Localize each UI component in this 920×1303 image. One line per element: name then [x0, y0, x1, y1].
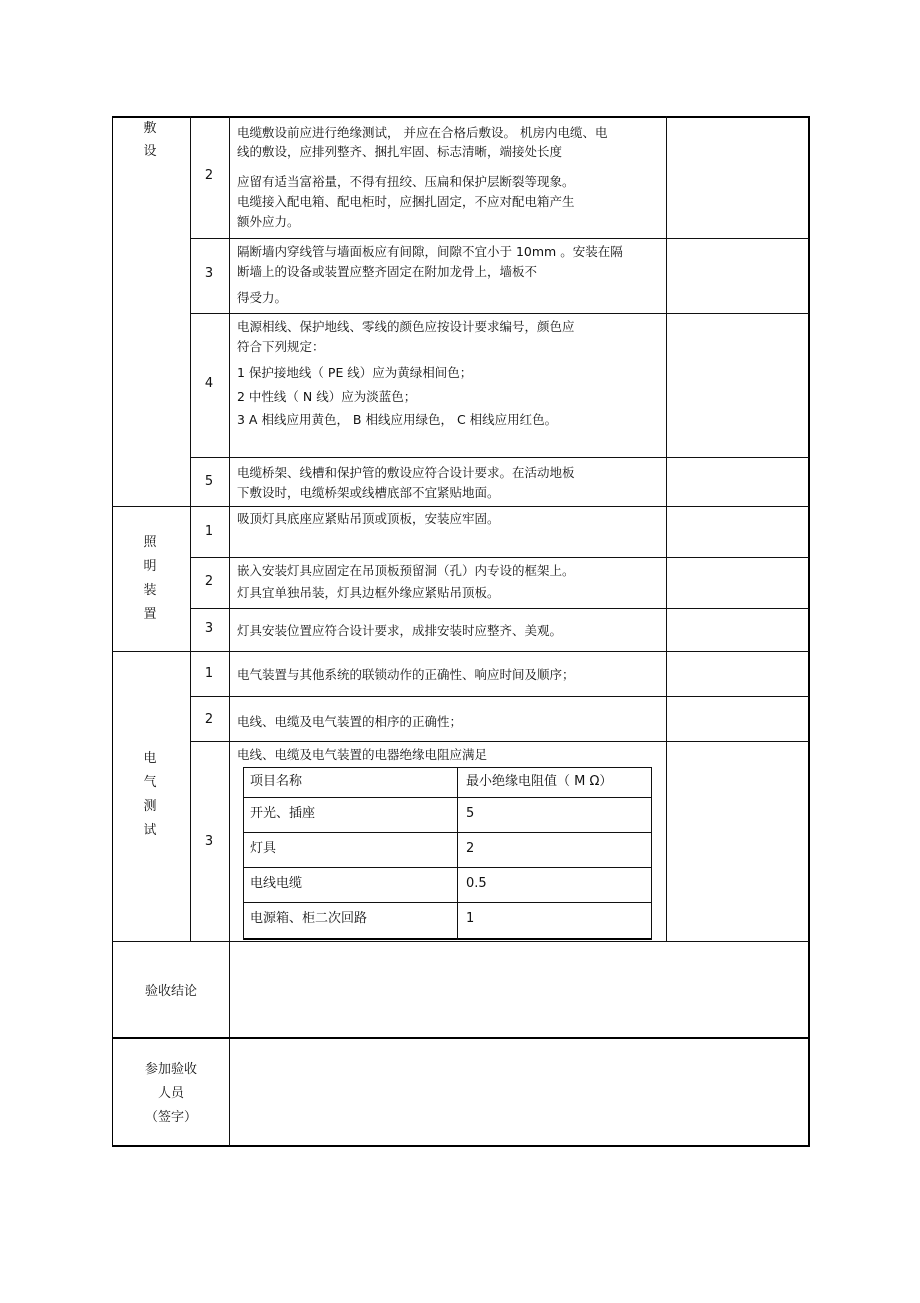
label-line: 参加验收 — [144, 1062, 197, 1077]
item-text-line: 线的敷设，应排列整齐、捆扎牢固、标志清晰，端接处长度 — [237, 144, 563, 159]
participants-label — [113, 1062, 229, 1126]
section-line — [112, 506, 809, 507]
subtable-header: 最小绝缘电阻值（ M Ω） — [466, 774, 613, 789]
item-text-line: 电气装置与其他系统的联锁动作的正确性、响应时间及顺序； — [237, 667, 575, 682]
row-line — [190, 457, 809, 458]
item-number: 3 — [204, 834, 214, 849]
subtable-line — [243, 767, 244, 940]
item-number: 1 — [204, 666, 214, 681]
subtable-cell: 开光、插座 — [250, 806, 316, 821]
item-text-line: 电缆桥架、线槽和保护管的敷设应符合设计要求。在活动地板 — [237, 465, 575, 480]
label-char: 电 — [143, 751, 157, 766]
label-char: 测 — [143, 799, 157, 814]
subtable-line — [243, 767, 652, 768]
item-text-line: 额外应力。 — [237, 214, 300, 229]
section-label-laying — [130, 121, 170, 160]
item-text-line: 隔断墙内穿线管与墙面板应有间隙，间隙不宜小于 10mm 。安装在隔 — [237, 244, 623, 259]
item-text-line: 得受力。 — [237, 290, 288, 305]
frame-right — [808, 116, 810, 1147]
col-line-content — [666, 116, 667, 942]
signature-field[interactable] — [231, 1040, 807, 1144]
subtable-line — [243, 832, 652, 833]
item-text-line: 电线、电缆及电气装置的相序的正确性； — [237, 714, 463, 729]
row-line — [190, 741, 809, 742]
item-text-line: 电缆接入配电箱、配电柜时，应捆扎固定，不应对配电箱产生 — [237, 194, 575, 209]
label-char: 敷 — [143, 121, 157, 136]
item-text-line: 电缆敷设前应进行绝缘测试， 并应在合格后敷设。 机房内电缆、电 — [237, 125, 608, 140]
subtable-line — [243, 902, 652, 903]
subtable-cell: 2 — [466, 841, 475, 856]
conclusion-field[interactable] — [231, 943, 807, 1036]
section-label-lighting — [130, 535, 170, 623]
item-number: 1 — [204, 524, 214, 539]
label-line: 人员 — [157, 1086, 184, 1101]
label-char: 置 — [143, 607, 157, 622]
item-text-line: 灯具宜单独吊装，灯具边框外缘应紧贴吊顶板。 — [237, 585, 500, 600]
item-number: 3 — [204, 266, 214, 281]
item-text-line: 灯具安装位置应符合设计要求，成排安装时应整齐、美观。 — [237, 623, 563, 638]
subtable-cell: 灯具 — [250, 841, 277, 856]
item-text-line: 电源相线、保护地线、零线的颜色应按设计要求编号，颜色应 — [237, 319, 575, 334]
subtable-cell: 电源箱、柜二次回路 — [250, 911, 368, 926]
label-line: （签字） — [144, 1110, 197, 1125]
row-line — [190, 238, 809, 239]
item-text-line: 电线、电缆及电气装置的电器绝缘电阻应满足 — [237, 747, 488, 762]
row-line — [190, 313, 809, 314]
subtable-cell: 5 — [466, 806, 475, 821]
item-text-line: 断墙上的设备或装置应整齐固定在附加龙骨上，墙板不 — [237, 264, 538, 279]
subtable-header: 项目名称 — [250, 774, 303, 789]
row-line — [190, 557, 809, 558]
item-number: 3 — [204, 621, 214, 636]
label-char: 试 — [143, 823, 157, 838]
conclusion-label: 验收结论 — [144, 984, 197, 999]
item-number: 2 — [204, 574, 214, 589]
section-line — [112, 651, 809, 652]
item-text-line: 应留有适当富裕量，不得有扭绞、压扁和保护层断裂等现象。 — [237, 174, 575, 189]
frame-top — [112, 116, 809, 118]
subtable-line — [651, 767, 652, 940]
subtable-line — [243, 797, 652, 798]
subtable-cell: 1 — [466, 911, 475, 926]
subtable-cell: 电线电缆 — [250, 876, 303, 891]
col-line-number — [229, 116, 230, 1146]
item-text-line: 2 中性线（ N 线）应为淡蓝色； — [237, 389, 417, 404]
section-line — [112, 941, 809, 942]
frame-bottom — [112, 1145, 809, 1147]
section-line — [112, 1037, 809, 1039]
item-text-line: 下敷设时，电缆桥架或线槽底部不宜紧贴地面。 — [237, 485, 500, 500]
item-text-line: 符合下列规定： — [237, 339, 325, 354]
label-char: 气 — [143, 775, 157, 790]
subtable-line — [457, 767, 458, 940]
item-number: 5 — [204, 474, 214, 489]
item-number: 2 — [204, 168, 214, 183]
row-line — [190, 608, 809, 609]
label-char: 照 — [143, 535, 157, 550]
label-char: 设 — [143, 144, 157, 159]
section-label-testing — [130, 751, 170, 839]
item-text-line: 嵌入安装灯具应固定在吊顶板预留洞（孔）内专设的框架上。 — [237, 563, 575, 578]
label-char: 装 — [143, 583, 157, 598]
subtable-cell: 0.5 — [466, 876, 487, 891]
row-line — [190, 696, 809, 697]
item-text-line: 吸顶灯具底座应紧贴吊顶或顶板，安装应牢固。 — [237, 511, 500, 526]
item-text-line: 1 保护接地线（ PE 线）应为黄绿相间色； — [237, 365, 473, 380]
subtable-line — [243, 938, 652, 940]
subtable-line — [243, 867, 652, 868]
item-number: 2 — [204, 712, 214, 727]
item-number: 4 — [204, 376, 214, 391]
label-char: 明 — [143, 559, 157, 574]
item-text-line: 3 A 相线应用黄色， B 相线应用绿色， C 相线应用红色。 — [237, 412, 558, 427]
